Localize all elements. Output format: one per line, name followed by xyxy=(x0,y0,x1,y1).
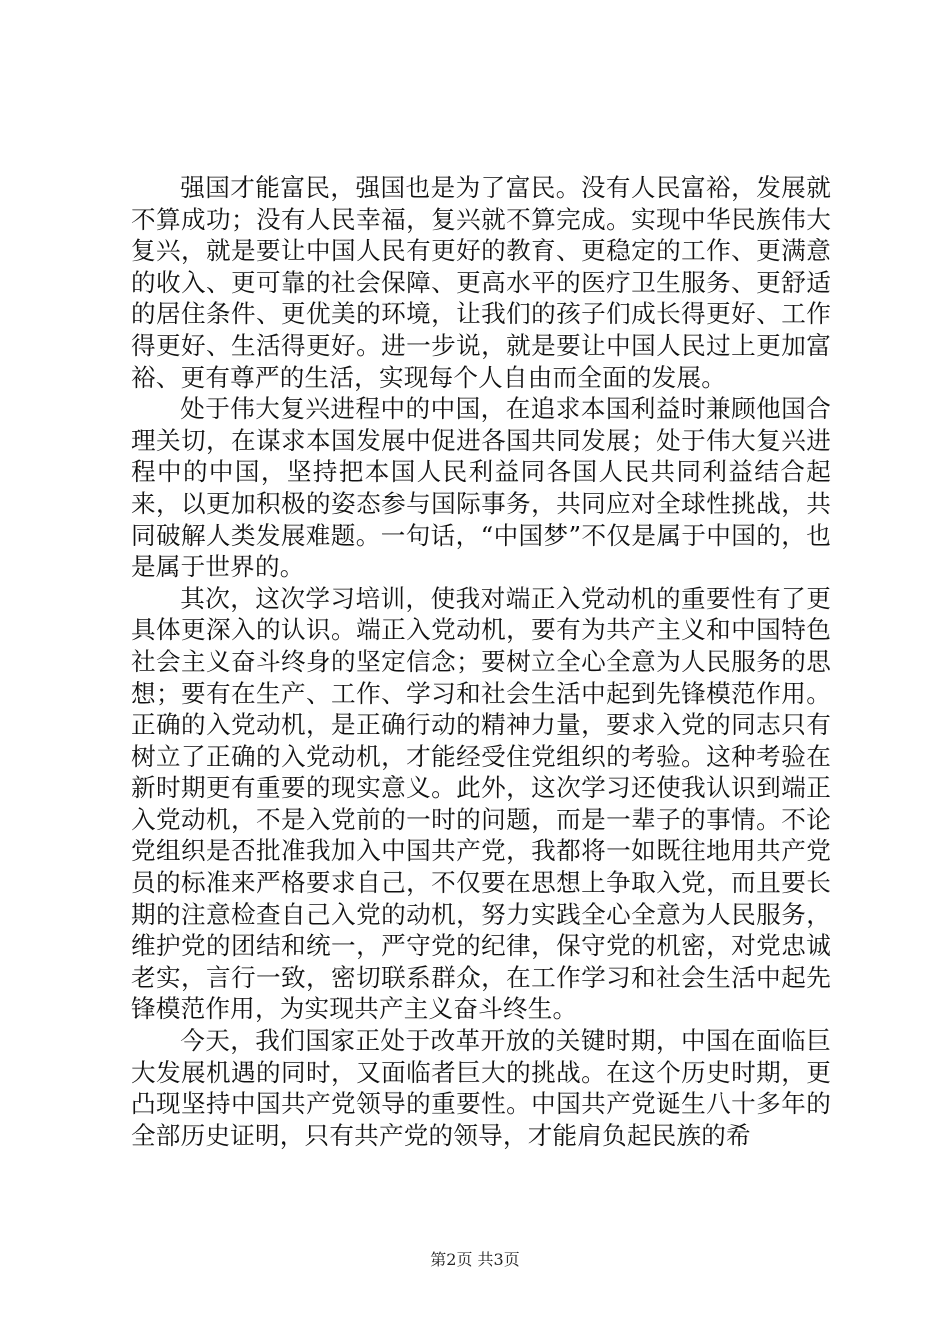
paragraph-4: 今天，我们国家正处于改革开放的关键时期，中国在面临巨大发展机遇的同时，又面临者巨大的挑战。在这个历史时期，更凸现坚持中国共产党领导的重要性。中国共产党诞生八十多年的全部历史证明，只有共产党的领导，才能肩负起民族的希 xyxy=(131,1026,831,1150)
paragraph-2: 处于伟大复兴进程中的中国，在追求本国利益时兼顾他国合理关切，在谋求本国发展中促进各国共同发展；处于伟大复兴进程中的中国，坚持把本国人民利益同各国人民共同利益结合起来，以更加积极的姿态参与国际事务，共同应对全球性挑战，共同破解人类发展难题。一句话，“中国梦”不仅是属于中国的，也是属于世界的。 xyxy=(131,394,831,582)
page-number: 第2页 共3页 xyxy=(430,1250,520,1269)
paragraph-1: 强国才能富民，强国也是为了富民。没有人民富裕，发展就不算成功；没有人民幸福，复兴就不算完成。实现中华民族伟大复兴，就是要让中国人民有更好的教育、更稳定的工作、更满意的收入、更可靠的社会保障、更高水平的医疗卫生服务、更舒适的居住条件、更优美的环境，让我们的孩子们成长得更好、工作得更好、生活得更好。进一步说，就是要让中国人民过上更加富裕、更有尊严的生活，实现每个人自由而全面的发展。 xyxy=(131,173,831,392)
paragraph-3: 其次，这次学习培训，使我对端正入党动机的重要性有了更具体更深入的认识。端正入党动机，要有为共产主义和中国特色社会主义奋斗终身的坚定信念；要树立全心全意为人民服务的思想；要有在生产、工作、学习和社会生活中起到先锋模范作用。正确的入党动机，是正确行动的精神力量，要求入党的同志只有树立了正确的入党动机，才能经受住党组织的考验。这种考验在新时期更有重要的现实意义。此外，这次学习还使我认识到端正入党动机，不是入党前的一时的问题，而是一辈子的事情。不论党组织是否批准我加入中国共产党，我都将一如既往地用共产党员的标准来严格要求自己，不仅要在思想上争取入党，而且要长期的注意检查自己入党的动机，努力实践全心全意为人民服务，维护党的团结和统一，严守党的纪律，保守党的机密，对党忠诚老实，言行一致，密切联系群众，在工作学习和社会生活中起先锋模范作用，为实现共产主义奋斗终生。 xyxy=(131,583,831,1024)
page-footer xyxy=(0,1250,950,1270)
body-text xyxy=(131,172,831,1151)
